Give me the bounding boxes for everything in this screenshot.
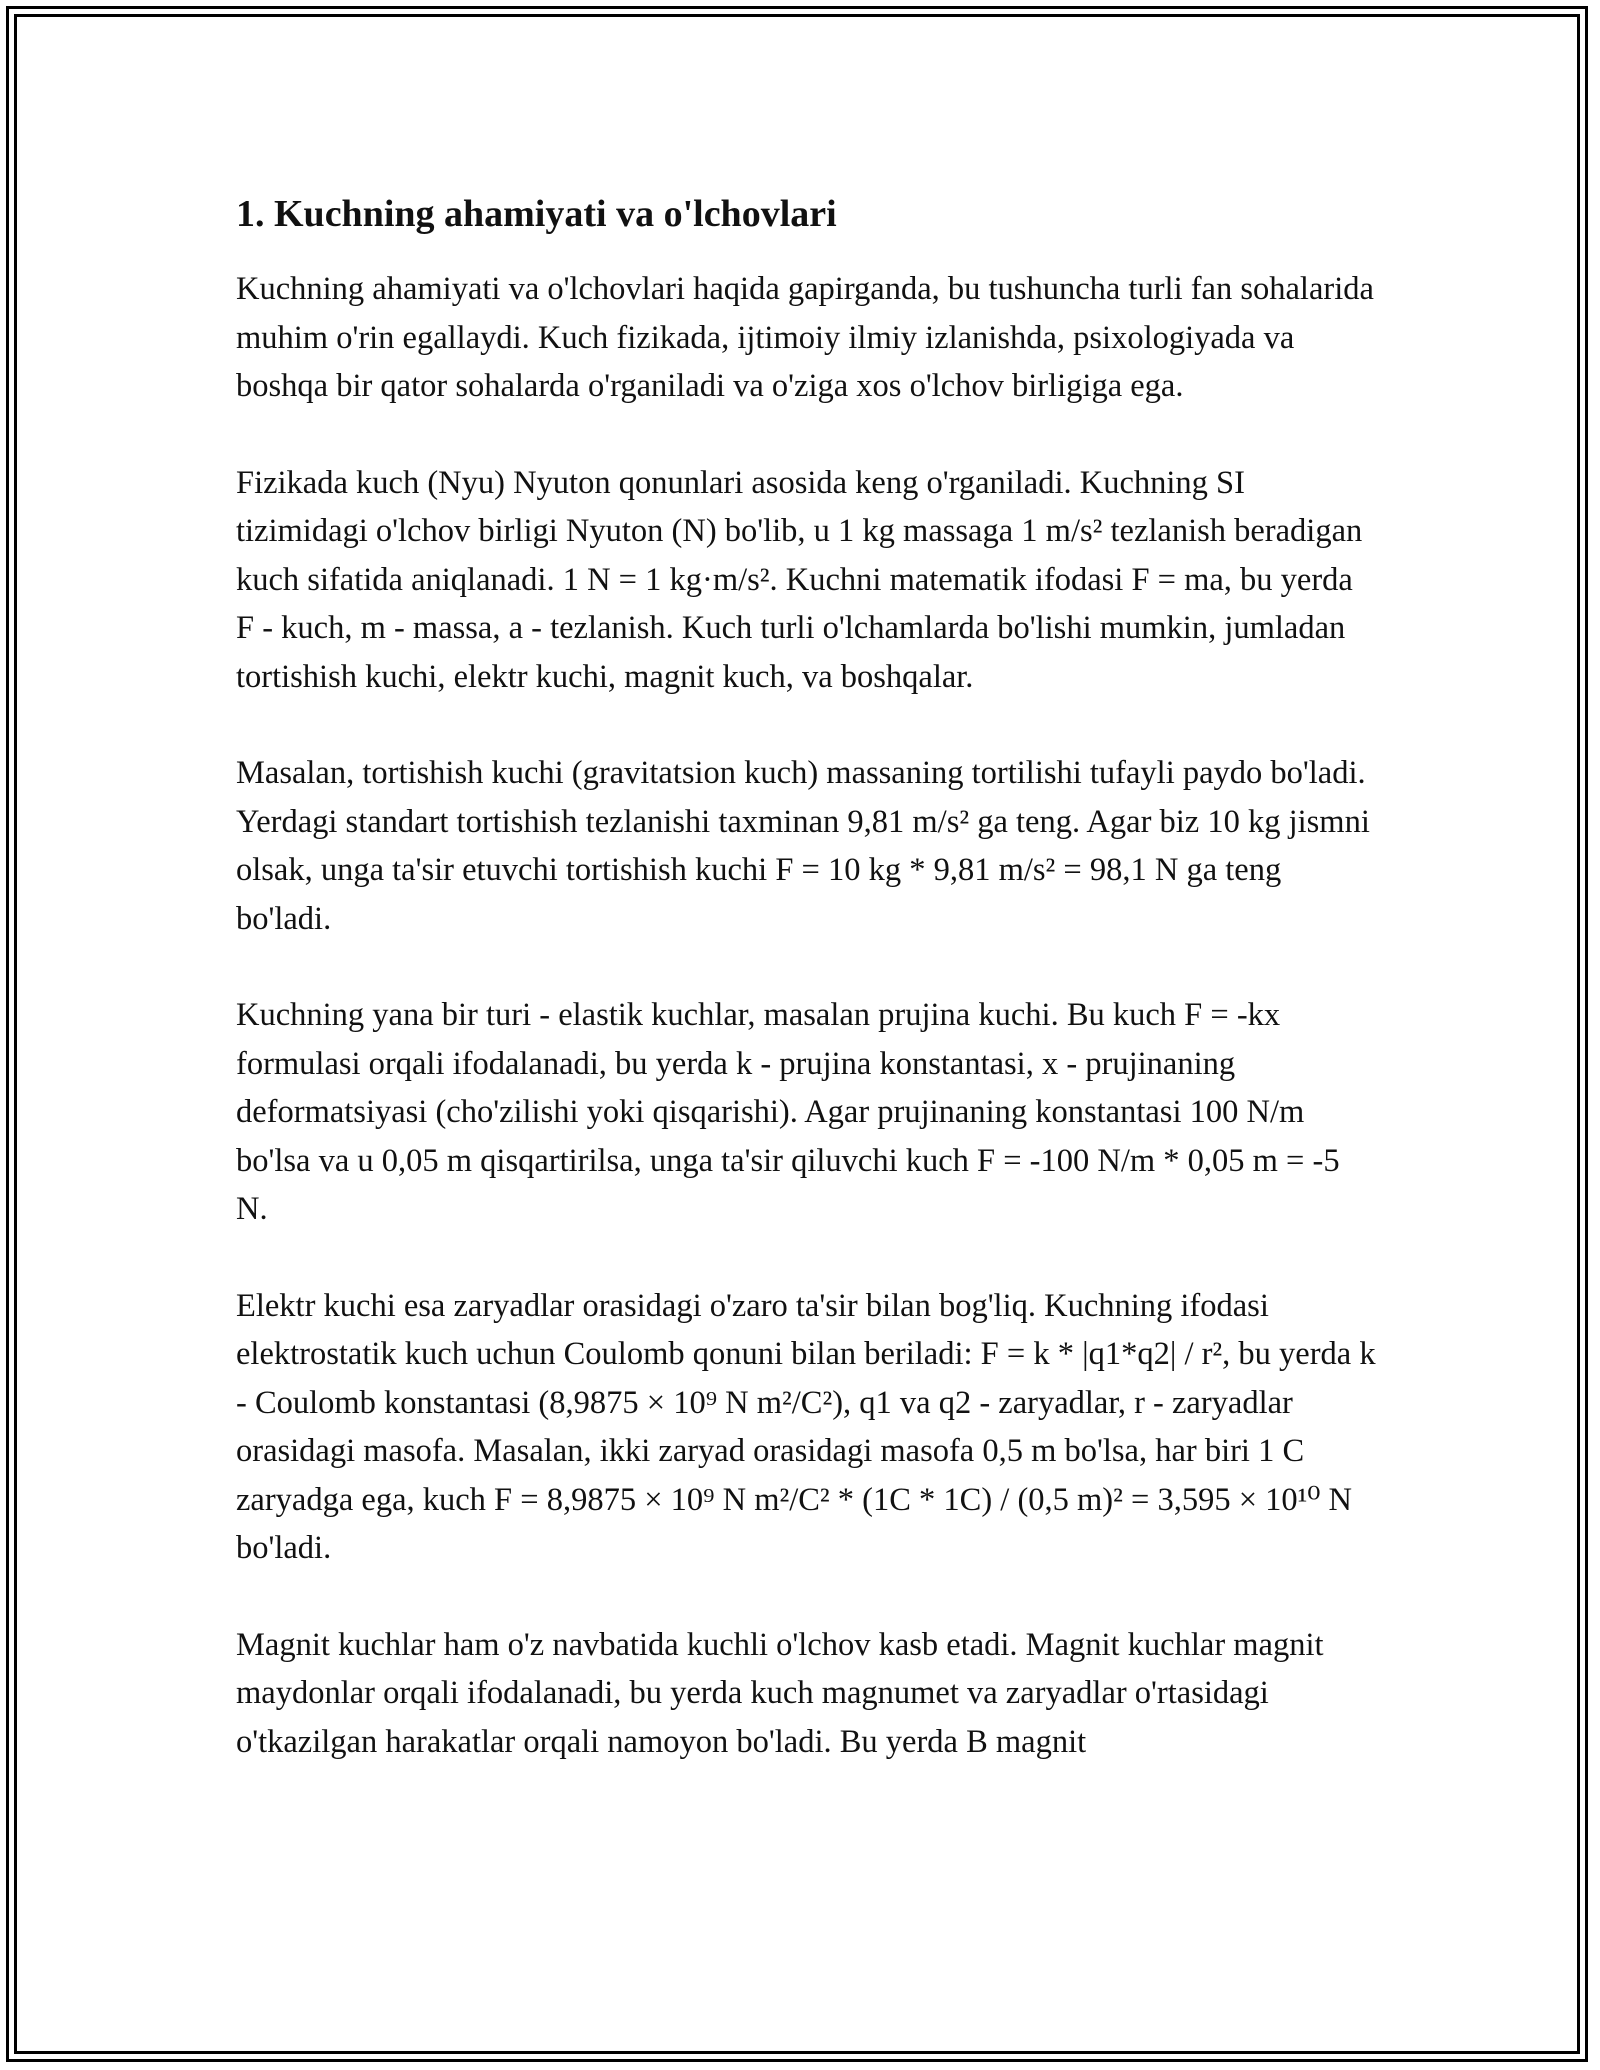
section-heading: 1. Kuchning ahamiyati va o'lchovlari [236, 193, 837, 235]
document-body [236, 185, 1376, 1814]
paragraph-magnetic-force: Magnit kuchlar ham o'z navbatida kuchli o'lchov kasb etadi. Magnit kuchlar magnit maydonlar orqali ifodalanadi, bu yerda kuch magnumet va zaryadlar o'rtasidagi o'tkazilgan harakatlar orqali namoyon bo'ladi. Bu yerda B magnit [236, 1626, 1324, 1760]
paragraph-elastic-force: Kuchning yana bir turi - elastik kuchlar, masalan prujina kuchi. Bu kuch F = -kx formulasi orqali ifodalanadi, bu yerda k - prujina konstantasi, x - prujinaning deformatsiyasi (cho'zilishi yoki qisqarishi). Agar prujinaning konstantasi 100 N/m bo'lsa va u 0,05 m qisqartirilsa, unga ta'sir qiluvchi kuch F = -100 N/m * 0,05 m = -5 N. [236, 997, 1340, 1227]
paragraph-intro: Kuchning ahamiyati va o'lchovlari haqida gapirganda, bu tushuncha turli fan sohalarida muhim o'rin egallaydi. Kuch fizikada, ijtimoiy ilmiy izlanishda, psixologiyada va boshqa bir qator sohalarda o'rganiladi va o'ziga xos o'lchov birligiga ega. [236, 271, 1374, 404]
paragraph-electric-force: Elektr kuchi esa zaryadlar orasidagi o'zaro ta'sir bilan bog'liq. Kuchning ifodasi elektrostatik kuch uchun Coulomb qonuni bilan beriladi: F = k * |q1*q2| / r², bu yerda k - Coulomb konstantasi (8,9875 × 10⁹ N m²/C²), q1 va q2 - zaryadlar, r - zaryadlar orasidagi masofa. Masalan, ikki zaryad orasidagi masofa 0,5 m bo'lsa, har biri 1 C zaryadga ega, kuch F = 8,9875 × 10⁹ N m²/C² * (1C * 1C) / (0,5 m)² = 3,595 × 10¹⁰ N bo'ladi. [236, 1287, 1376, 1566]
paragraph-gravity-example: Masalan, tortishish kuchi (gravitatsion kuch) massaning tortilishi tufayli paydo bo'ladi. Yerdagi standart tortishish tezlanishi taxminan 9,81 m/s² ga teng. Agar biz 10 kg jismni olsak, unga ta'sir etuvchi tortishish kuchi F = 10 kg * 9,81 m/s² = 98,1 N ga teng bo'ladi. [236, 755, 1370, 937]
paragraph-physics-newton: Fizikada kuch (Nyu) Nyuton qonunlari asosida keng o'rganiladi. Kuchning SI tizimidagi o'lchov birligi Nyuton (N) bo'lib, u 1 kg massaga 1 m/s² tezlanish beradigan kuch sifatida aniqlanadi. 1 N = 1 kg·m/s². Kuchni matematik ifodasi F = ma, bu yerda F - kuch, m - massa, a - tezlanish. Kuch turli o'lchamlarda bo'lishi mumkin, jumladan tortishish kuchi, elektr kuchi, magnit kuch, va boshqalar. [236, 464, 1363, 695]
